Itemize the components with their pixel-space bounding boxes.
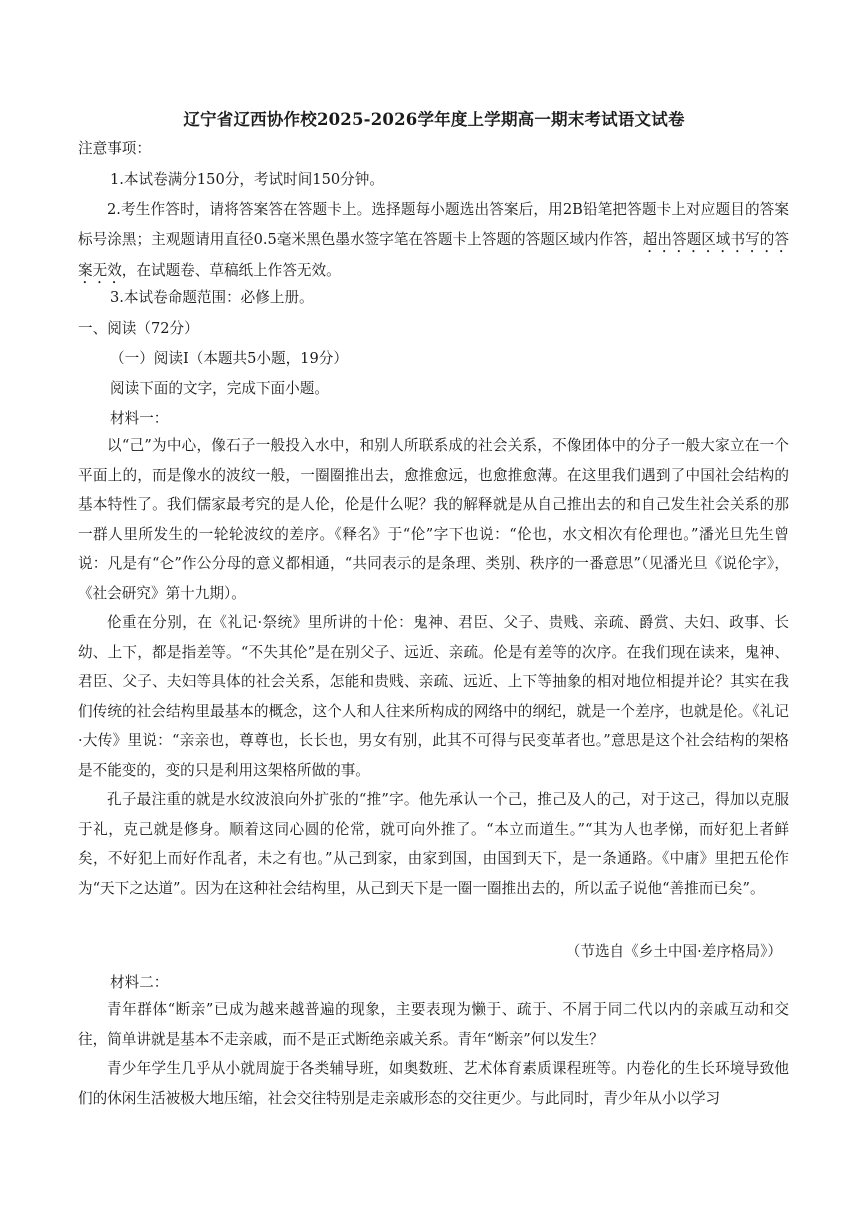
reading-instruction: 阅读下面的文字，完成下面小题。 [110, 380, 329, 397]
exam-title: 辽宁省辽西协作校2025-2026学年度上学期高一期末考试语文试卷 [183, 110, 685, 129]
material-1-source: （节选自《乡土中国·差序格局》） [565, 943, 782, 960]
notice-item-1: 1.本试卷满分150分，考试时间150分钟。 [110, 171, 384, 188]
material-1-label: 材料一： [110, 410, 169, 427]
notice-heading: 注意事项： [78, 140, 151, 157]
material-2-label: 材料二： [110, 974, 169, 991]
notice-item-2-tail: ，在试题卷、草稿纸上作答无效。 [121, 261, 341, 279]
material-1-paragraph-2: 伦重在分别，在《礼记·祭统》里所讲的十伦：鬼神、君臣、父子、贵贱、亲疏、爵赏、夫妇、政事、长幼、上下，都是指差等。“不失其伦”是在别父子、远近、亲疏。伦是有差等的次序。在我们现在读来，鬼神、君臣、父子、夫妇等具体的社会关系，怎能和贵贱、亲疏、远近、上下等抽象的相对地位相提并论？其实在我们传统的社会结构里最基本的概念，这个人和人往来所构成的网络中的纲纪，就是一个差序，也就是伦。《礼记·大传》里说：“亲亲也，尊尊也，长长也，男女有别，此其不可得与民变革者也。”意思是这个社会结构的架格是不能变的，变的只是利用这架格所做的事。 [78, 614, 789, 779]
notice-item-2-text: 2.考生作答时，请将答案答在答题卡上。选择题每小题选出答案后，用2B铅笔把答题卡上对应题目的答案标号涂黑；主观题请用直径0.5毫米黑色墨水签字笔在答题卡上答题的答题区域内作答， [78, 201, 789, 248]
material-1-paragraph-3: 孔子最注重的就是水纹波浪向外扩张的“推”字。他先承认一个己，推己及人的己，对于这己，得加以克服于礼，克己就是修身。顺着这同心圆的伦常，就可向外推了。“本立而道生。”“其为人也孝悌，而好犯上者鲜矣，不好犯上而好作乱者，未之有也。”从己到家，由家到国，由国到天下，是一条通路。《中庸》里把五伦作为“天下之达道”。因为在这种社会结构里，从己到天下是一圈一圈推出去的，所以孟子说他“善推而已矣”。 [78, 791, 789, 897]
material-2-paragraph-1: 青年群体“断亲”已成为越来越普遍的现象，主要表现为懒于、疏于、不屑于同二代以内的亲戚互动和交往，简单讲就是基本不走亲戚，而不是正式断绝亲戚关系。青年“断亲”何以发生？ [78, 1001, 789, 1048]
notice-item-2 [78, 195, 789, 287]
section-heading-reading: 一、阅读（72分） [78, 320, 199, 337]
material-1-paragraph-1: 以“己”为中心，像石子一般投入水中，和别人所联系成的社会关系，不像团体中的分子一般大家立在一个平面上的，而是像水的波纹一般，一圈圈推出去，愈推愈远，也愈推愈薄。在这里我们遇到了中国社会结构的基本特性了。我们儒家最考究的是人伦，伦是什么呢？我的解释就是从自己推出去的和自己发生社会关系的那一群人里所发生的一轮轮波纹的差序。《释名》于“伦”字下也说：“伦也，水文相次有伦理也。”潘光旦先生曾说：凡是有“仑”作公分母的意义都相通，“共同表示的是条理、类别、秩序的一番意思”（见潘光旦《说伦字》，《社会研究》第十九期）。 [78, 437, 789, 602]
material-2-paragraph-2: 青少年学生几乎从小就周旋于各类辅导班，如奥数班、艺术体育素质课程班等。内卷化的生长环境导致他们的休闲生活被极大地压缩，社会交往特别是走亲戚形态的交往更少。与此同时，青少年从小以学习 [78, 1060, 789, 1107]
subsection-heading-reading-1: （一）阅读Ⅰ（本题共5小题，19分） [110, 350, 348, 367]
notice-item-2-emphasis: 超出答题区域书写的答案无效 [78, 230, 789, 279]
notice-item-3: 3.本试卷命题范围：必修上册。 [110, 289, 314, 306]
